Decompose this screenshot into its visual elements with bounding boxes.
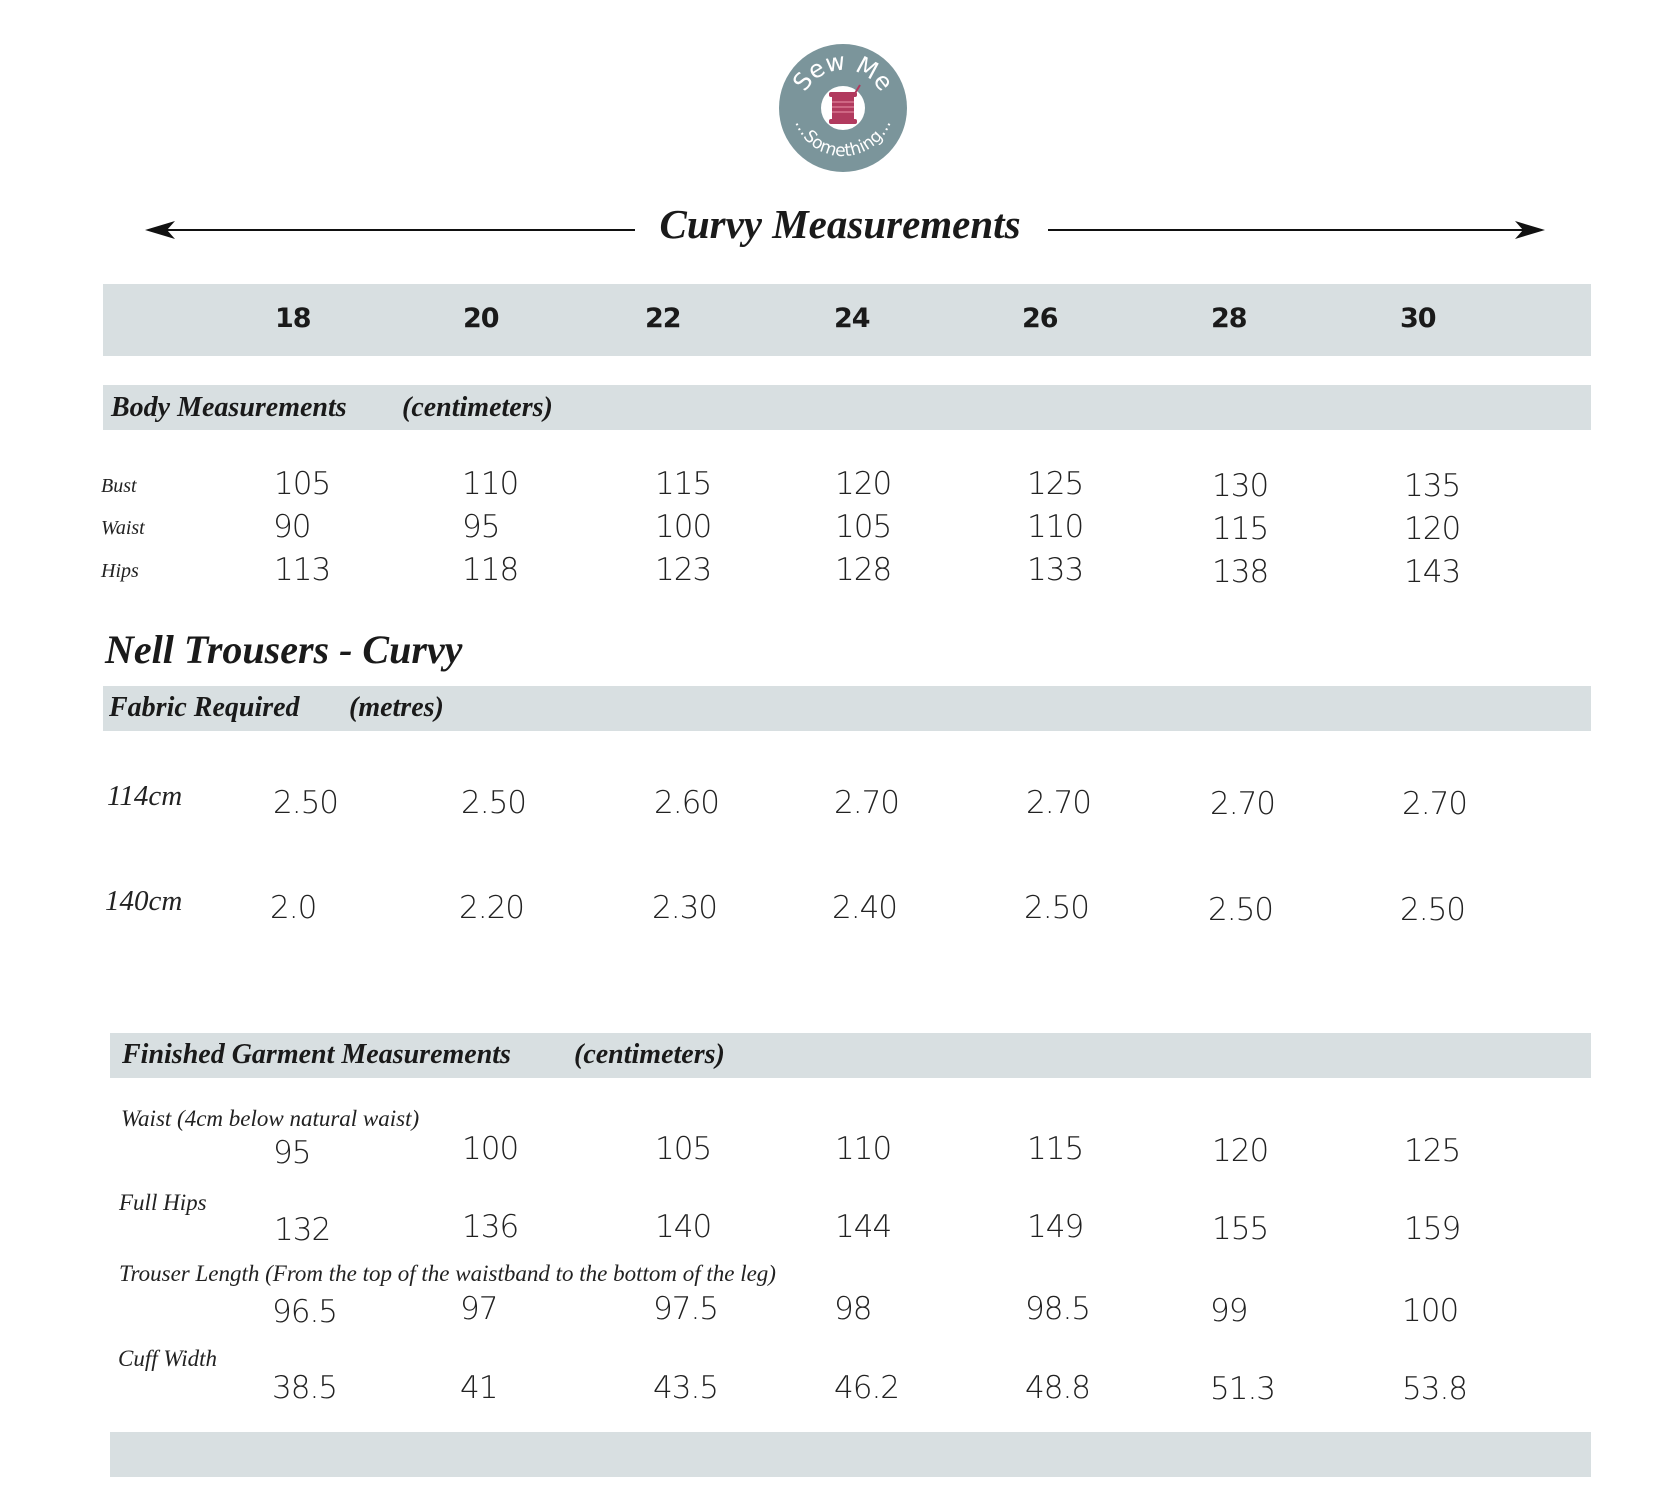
sew-me-something-logo	[778, 43, 908, 173]
table-cell: 2.50	[273, 785, 339, 821]
row-label-140cm: 140cm	[105, 885, 183, 917]
table-cell: 51.3	[1210, 1371, 1276, 1407]
size-label: 20	[463, 303, 499, 334]
table-cell: 155	[1212, 1211, 1269, 1247]
table-cell: 105	[655, 1131, 712, 1167]
table-cell: 2.0	[270, 890, 317, 926]
table-cell: 135	[1404, 468, 1461, 504]
table-cell: 2.50	[1208, 892, 1274, 928]
page-title: Curvy Measurements	[659, 201, 1021, 247]
table-cell: 97	[460, 1291, 498, 1327]
table-cell: 2.40	[832, 890, 898, 926]
table-cell: 2.50	[1400, 892, 1466, 928]
row-label-cuff-width: Cuff Width	[118, 1346, 218, 1371]
row-label-waist: Waist	[101, 517, 145, 539]
product-title: Nell Trousers - Curvy	[105, 627, 463, 672]
table-cell: 118	[462, 552, 519, 588]
svg-text:Sew Me: Sew Me	[787, 47, 899, 97]
table-cell: 2.70	[1210, 786, 1276, 822]
table-cell: 2.70	[834, 785, 900, 821]
table-cell: 138	[1212, 554, 1269, 590]
table-cell: 2.20	[459, 890, 525, 926]
fabric-required-heading: Fabric Required	[109, 692, 300, 723]
table-cell: 130	[1212, 468, 1269, 504]
table-cell: 149	[1027, 1209, 1084, 1245]
size-label: 30	[1400, 303, 1436, 334]
table-cell: 53.8	[1402, 1371, 1468, 1407]
table-cell: 140	[655, 1209, 712, 1245]
finished-garment-unit: (centimeters)	[574, 1039, 725, 1070]
table-cell: 98	[834, 1291, 872, 1327]
row-label-full-hips: Full Hips	[119, 1190, 207, 1215]
table-cell: 90	[273, 509, 311, 545]
table-cell: 125	[1404, 1133, 1461, 1169]
table-cell: 113	[274, 552, 331, 588]
table-cell: 132	[274, 1212, 331, 1248]
footer-band	[110, 1432, 1591, 1477]
table-cell: 136	[462, 1209, 519, 1245]
body-measurements-unit: (centimeters)	[402, 392, 553, 423]
size-label: 26	[1022, 303, 1058, 334]
table-cell: 120	[835, 466, 892, 502]
fabric-required-band	[103, 686, 1591, 731]
table-cell: 115	[655, 466, 712, 502]
table-cell: 95	[273, 1135, 311, 1171]
table-cell: 41	[460, 1370, 498, 1406]
table-cell: 100	[1402, 1293, 1459, 1329]
row-label-hips: Hips	[101, 560, 139, 582]
table-cell: 2.60	[654, 785, 720, 821]
table-cell: 100	[462, 1131, 519, 1167]
table-cell: 105	[274, 466, 331, 502]
table-cell: 125	[1027, 466, 1084, 502]
table-cell: 2.70	[1026, 785, 1092, 821]
table-cell: 43.5	[653, 1370, 719, 1406]
table-cell: 48.8	[1025, 1370, 1091, 1406]
table-cell: 143	[1404, 554, 1461, 590]
size-label: 18	[275, 303, 311, 334]
table-cell: 115	[1027, 1131, 1084, 1167]
table-cell: 133	[1027, 552, 1084, 588]
finished-garment-heading: Finished Garment Measurements	[122, 1039, 511, 1070]
row-label-114cm: 114cm	[107, 780, 183, 812]
fabric-required-unit: (metres)	[349, 692, 444, 723]
table-cell: 128	[835, 552, 892, 588]
table-cell: 96.5	[272, 1294, 338, 1330]
svg-text:...Something...: ...Something...	[790, 116, 896, 162]
table-cell: 2.30	[652, 890, 718, 926]
table-cell: 144	[835, 1209, 892, 1245]
row-label-bust: Bust	[101, 475, 137, 497]
table-cell: 95	[462, 509, 500, 545]
table-cell: 120	[1212, 1133, 1269, 1169]
row-label-waist-finished: Waist (4cm below natural waist)	[121, 1106, 420, 1131]
row-label-trouser-length: Trouser Length (From the top of the waistband to the bottom of the leg)	[119, 1261, 776, 1286]
table-cell: 2.50	[461, 785, 527, 821]
table-cell: 115	[1212, 511, 1269, 547]
table-cell: 97.5	[653, 1291, 719, 1327]
table-cell: 159	[1404, 1211, 1461, 1247]
body-measurements-heading: Body Measurements	[111, 392, 347, 423]
table-cell: 123	[655, 552, 712, 588]
table-cell: 2.50	[1024, 890, 1090, 926]
table-cell: 105	[835, 509, 892, 545]
size-label: 24	[834, 303, 870, 334]
table-cell: 100	[655, 509, 712, 545]
table-cell: 99	[1210, 1293, 1248, 1329]
size-label: 28	[1211, 303, 1247, 334]
table-cell: 120	[1404, 511, 1461, 547]
table-cell: 98.5	[1025, 1291, 1091, 1327]
table-cell: 38.5	[272, 1370, 338, 1406]
size-label: 22	[645, 303, 681, 334]
table-cell: 110	[1027, 509, 1084, 545]
table-cell: 110	[462, 466, 519, 502]
table-cell: 46.2	[834, 1370, 900, 1406]
table-cell: 2.70	[1402, 786, 1468, 822]
table-cell: 110	[835, 1131, 892, 1167]
